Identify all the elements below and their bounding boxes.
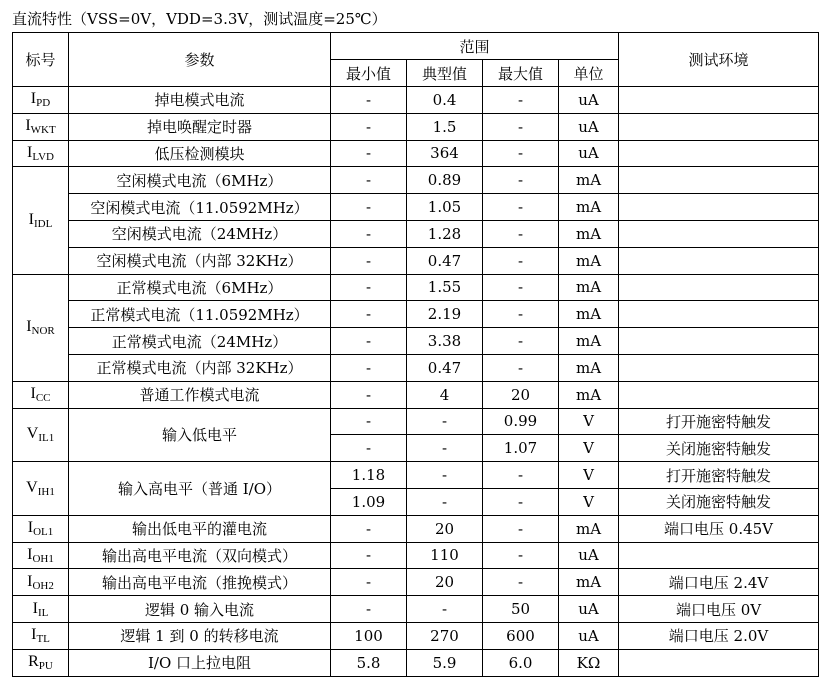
min-cell: - — [331, 301, 407, 328]
typ-cell: 5.9 — [407, 649, 483, 676]
max-cell: - — [483, 220, 559, 247]
symbol-cell: $I_{IDL}$ — [13, 167, 69, 274]
min-cell: - — [331, 354, 407, 381]
max-cell: 6.0 — [483, 649, 559, 676]
unit-cell: mA — [559, 301, 619, 328]
symbol-cell: $R_{PU}$ — [13, 649, 69, 676]
unit-cell: KΩ — [559, 649, 619, 676]
header-unit: 单位 — [559, 60, 619, 87]
max-cell: - — [483, 167, 559, 194]
page-title: 直流特性（VSS=0V，VDD=3.3V，测试温度=25℃） — [12, 10, 387, 28]
condition-cell: 端口电压 2.4V — [619, 569, 819, 596]
typ-cell: - — [407, 408, 483, 435]
param-cell: 输出高电平电流（推挽模式） — [69, 569, 331, 596]
symbol-cell: $I_{NOR}$ — [13, 274, 69, 381]
max-cell: - — [483, 274, 559, 301]
min-cell: - — [331, 167, 407, 194]
max-cell: - — [483, 462, 559, 489]
max-cell: - — [483, 569, 559, 596]
min-cell: - — [331, 274, 407, 301]
max-cell: 50 — [483, 596, 559, 623]
param-cell: 普通工作模式电流 — [69, 381, 331, 408]
param-cell: 空闲模式电流（6MHz） — [69, 167, 331, 194]
max-cell: - — [483, 140, 559, 167]
unit-cell: uA — [559, 87, 619, 114]
table-row — [13, 515, 819, 542]
typ-cell: 1.28 — [407, 220, 483, 247]
max-cell: 600 — [483, 622, 559, 649]
symbol-cell: $I_{IL}$ — [13, 596, 69, 623]
typ-cell: 110 — [407, 542, 483, 569]
header-symbol: 标号 — [13, 33, 69, 87]
unit-cell: V — [559, 408, 619, 435]
typ-cell: 270 — [407, 622, 483, 649]
min-cell: - — [331, 220, 407, 247]
header-condition: 测试环境 — [619, 33, 819, 87]
unit-cell: mA — [559, 194, 619, 221]
symbol-cell: $I_{OH2}$ — [13, 569, 69, 596]
max-cell: - — [483, 515, 559, 542]
param-cell: 输出高电平电流（双向模式） — [69, 542, 331, 569]
min-cell: - — [331, 87, 407, 114]
symbol-cell: $I_{WKT}$ — [13, 113, 69, 140]
max-cell: - — [483, 488, 559, 515]
table-row — [13, 140, 819, 167]
condition-cell: 端口电压 2.0V — [619, 622, 819, 649]
param-cell: I/O 口上拉电阻 — [69, 649, 331, 676]
typ-cell: 3.38 — [407, 328, 483, 355]
table-row — [13, 301, 819, 328]
unit-cell: uA — [559, 140, 619, 167]
min-cell: 1.18 — [331, 462, 407, 489]
condition-cell: 端口电压 0.45V — [619, 515, 819, 542]
typ-cell: - — [407, 435, 483, 462]
unit-cell: mA — [559, 381, 619, 408]
table-row — [13, 354, 819, 381]
condition-cell: 关闭施密特触发 — [619, 435, 819, 462]
typ-cell: 4 — [407, 381, 483, 408]
condition-cell: 端口电压 0V — [619, 596, 819, 623]
table-row — [13, 408, 819, 435]
symbol-cell: $I_{TL}$ — [13, 622, 69, 649]
typ-cell: - — [407, 596, 483, 623]
typ-cell: 1.05 — [407, 194, 483, 221]
min-cell: - — [331, 596, 407, 623]
min-cell: - — [331, 113, 407, 140]
param-cell: 输出低电平的灌电流 — [69, 515, 331, 542]
symbol-cell: $I_{LVD}$ — [13, 140, 69, 167]
table-row — [13, 622, 819, 649]
unit-cell: mA — [559, 569, 619, 596]
typ-cell: 364 — [407, 140, 483, 167]
max-cell: - — [483, 301, 559, 328]
table-row — [13, 274, 819, 301]
unit-cell: mA — [559, 167, 619, 194]
typ-cell: 20 — [407, 515, 483, 542]
param-cell: 正常模式电流（24MHz） — [69, 328, 331, 355]
max-cell: 1.07 — [483, 435, 559, 462]
param-cell: 低压检测模块 — [69, 140, 331, 167]
param-cell: 逻辑 1 到 0 的转移电流 — [69, 622, 331, 649]
condition-cell: 关闭施密特触发 — [619, 488, 819, 515]
min-cell: - — [331, 247, 407, 274]
unit-cell: uA — [559, 622, 619, 649]
header-param: 参数 — [69, 33, 331, 87]
min-cell: - — [331, 542, 407, 569]
unit-cell: V — [559, 488, 619, 515]
condition-cell — [619, 542, 819, 569]
unit-cell: mA — [559, 354, 619, 381]
typ-cell: 20 — [407, 569, 483, 596]
max-cell: - — [483, 328, 559, 355]
symbol-cell: $I_{OL1}$ — [13, 515, 69, 542]
header-min: 最小值 — [331, 60, 407, 87]
max-cell: - — [483, 194, 559, 221]
param-cell: 输入高电平（普通 I/O） — [69, 462, 331, 516]
typ-cell: 0.89 — [407, 167, 483, 194]
max-cell: - — [483, 247, 559, 274]
symbol-cell: $V_{IL1}$ — [13, 408, 69, 462]
header-typ: 典型值 — [407, 60, 483, 87]
min-cell: 100 — [331, 622, 407, 649]
typ-cell: 0.4 — [407, 87, 483, 114]
min-cell: - — [331, 435, 407, 462]
table-row — [13, 381, 819, 408]
unit-cell: uA — [559, 596, 619, 623]
param-cell: 正常模式电流（6MHz） — [69, 274, 331, 301]
param-cell: 逻辑 0 输入电流 — [69, 596, 331, 623]
min-cell: - — [331, 194, 407, 221]
param-cell: 正常模式电流（内部 32KHz） — [69, 354, 331, 381]
min-cell: - — [331, 140, 407, 167]
condition-cell — [619, 274, 819, 301]
table-row — [13, 462, 819, 489]
param-cell: 正常模式电流（11.0592MHz） — [69, 301, 331, 328]
symbol-cell: $V_{IH1}$ — [13, 462, 69, 516]
table-row — [13, 569, 819, 596]
condition-cell — [619, 381, 819, 408]
condition-cell — [619, 167, 819, 194]
condition-cell — [619, 247, 819, 274]
table-row — [13, 542, 819, 569]
table-row — [13, 649, 819, 676]
max-cell: - — [483, 87, 559, 114]
typ-cell: 1.55 — [407, 274, 483, 301]
condition-cell — [619, 87, 819, 114]
max-cell: 20 — [483, 381, 559, 408]
condition-cell — [619, 354, 819, 381]
condition-cell — [619, 140, 819, 167]
unit-cell: uA — [559, 113, 619, 140]
param-cell: 空闲模式电流（24MHz） — [69, 220, 331, 247]
min-cell: - — [331, 381, 407, 408]
header-max: 最大值 — [483, 60, 559, 87]
table-row — [13, 220, 819, 247]
table-row — [13, 596, 819, 623]
param-cell: 掉电模式电流 — [69, 87, 331, 114]
max-cell: - — [483, 354, 559, 381]
table-row — [13, 194, 819, 221]
condition-cell — [619, 194, 819, 221]
table-row — [13, 247, 819, 274]
condition-cell — [619, 220, 819, 247]
condition-cell: 打开施密特触发 — [619, 408, 819, 435]
typ-cell: 0.47 — [407, 247, 483, 274]
table-row — [13, 167, 819, 194]
max-cell: - — [483, 113, 559, 140]
param-cell: 空闲模式电流（内部 32KHz） — [69, 247, 331, 274]
typ-cell: 0.47 — [407, 354, 483, 381]
table-row — [13, 113, 819, 140]
dc-characteristics-table — [12, 32, 819, 677]
param-cell: 输入低电平 — [69, 408, 331, 462]
unit-cell: mA — [559, 328, 619, 355]
unit-cell: mA — [559, 247, 619, 274]
unit-cell: V — [559, 462, 619, 489]
param-cell: 掉电唤醒定时器 — [69, 113, 331, 140]
symbol-cell: $I_{PD}$ — [13, 87, 69, 114]
min-cell: 5.8 — [331, 649, 407, 676]
condition-cell — [619, 113, 819, 140]
unit-cell: mA — [559, 515, 619, 542]
param-cell: 空闲模式电流（11.0592MHz） — [69, 194, 331, 221]
symbol-cell: $I_{CC}$ — [13, 381, 69, 408]
condition-cell: 打开施密特触发 — [619, 462, 819, 489]
max-cell: 0.99 — [483, 408, 559, 435]
symbol-cell: $I_{OH1}$ — [13, 542, 69, 569]
typ-cell: - — [407, 462, 483, 489]
condition-cell — [619, 301, 819, 328]
unit-cell: mA — [559, 220, 619, 247]
min-cell: - — [331, 328, 407, 355]
min-cell: - — [331, 515, 407, 542]
typ-cell: - — [407, 488, 483, 515]
min-cell: - — [331, 569, 407, 596]
typ-cell: 1.5 — [407, 113, 483, 140]
header-range: 范围 — [331, 33, 619, 60]
unit-cell: uA — [559, 542, 619, 569]
table-row — [13, 328, 819, 355]
table-row — [13, 87, 819, 114]
condition-cell — [619, 649, 819, 676]
min-cell: - — [331, 408, 407, 435]
unit-cell: V — [559, 435, 619, 462]
unit-cell: mA — [559, 274, 619, 301]
typ-cell: 2.19 — [407, 301, 483, 328]
min-cell: 1.09 — [331, 488, 407, 515]
max-cell: - — [483, 542, 559, 569]
condition-cell — [619, 328, 819, 355]
